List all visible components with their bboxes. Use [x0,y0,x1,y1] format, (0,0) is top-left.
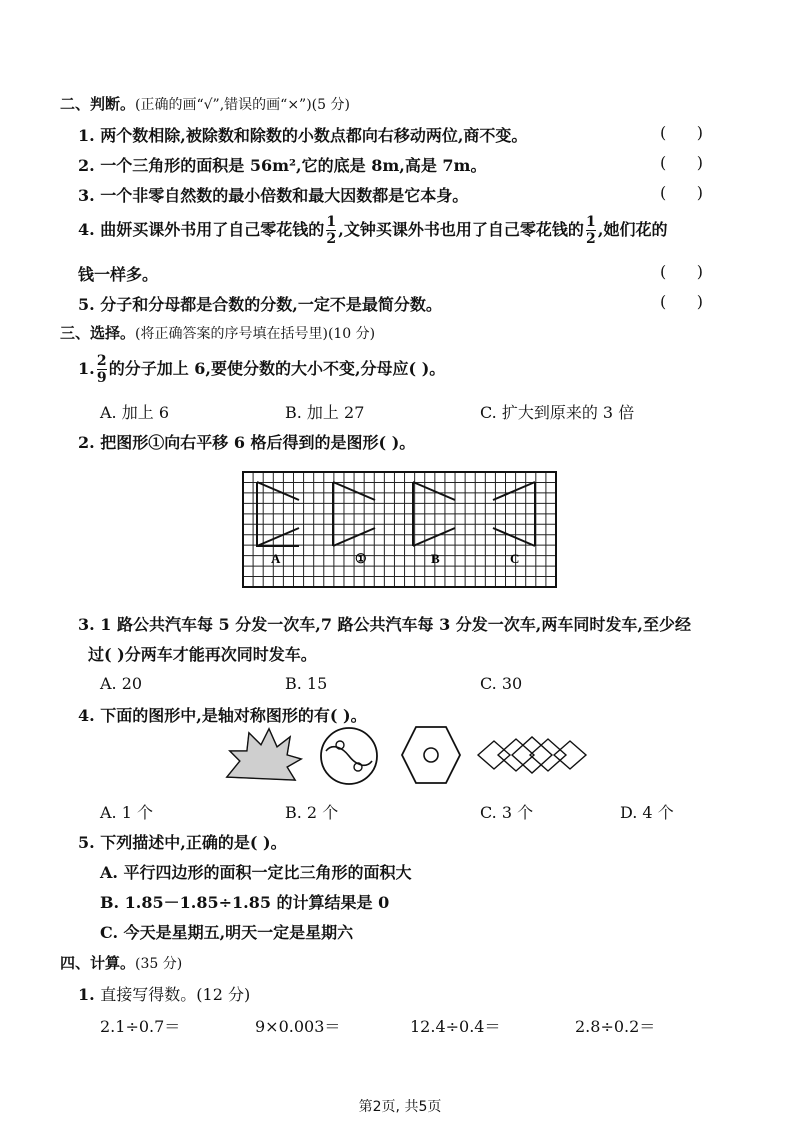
option-d[interactable]: D. 4 个 [620,803,674,822]
section-4-heading [60,952,182,973]
option-c[interactable]: C. 扩大到原来的 3 倍 [480,403,635,422]
item-number: 4. [78,706,95,725]
answer-blank-5[interactable]: ( ) [660,292,703,311]
item-number: 3. [78,186,95,205]
item-number: 1. [78,359,95,378]
item-text: 的分子加上 6,要使分数的大小不变,分母应( )。 [108,359,446,378]
section-3-heading [60,322,375,343]
calc-item-2: 9×0.003＝ [255,1017,341,1036]
option-a[interactable]: A. 1 个 [100,803,153,822]
calc-q1 [78,982,250,1005]
label-1: ① [355,551,367,566]
item-text-2: 过( )分两车才能再次同时发车。 [88,645,317,664]
judge-item-4 [78,215,667,246]
answer-blank-1[interactable]: ( ) [660,123,703,142]
item-text-a: 曲妍买课外书用了自己零花钱的 [100,220,325,239]
item-number: 1. [78,126,95,145]
judge-item-1 [78,123,527,146]
answer-blank-2[interactable]: ( ) [660,153,703,172]
item-text-b: ,文钟买课外书也用了自己零花钱的 [338,220,584,239]
option-a[interactable]: A. 加上 6 [100,403,169,422]
grid-lines [243,472,556,587]
label-a: A [271,551,281,566]
choice-q2 [78,430,415,453]
option-c[interactable]: C. 3 个 [480,803,534,822]
answer-blank-3[interactable]: ( ) [660,183,703,202]
option-a[interactable]: A. 平行四边形的面积一定比三角形的面积大 [100,863,412,882]
section-4-title: 四、计算。 [60,954,136,972]
item-number: 2. [78,433,95,452]
knot-pattern-figure [474,733,590,777]
judge-item-5 [78,292,442,315]
grid-border [243,472,556,587]
choice-q1 [78,354,445,385]
fraction [586,215,596,246]
choice-q4 [78,703,367,726]
item-text: 直接写得数。(12 分) [100,985,251,1004]
fraction [97,354,107,385]
calc-item-4: 2.8÷0.2＝ [575,1017,656,1036]
item-text: 把图形①向右平移 6 格后得到的是图形( )。 [100,433,416,452]
item-text-c: ,她们花的 [597,220,668,239]
option-b[interactable]: B. 15 [285,674,328,693]
item-number: 4. [78,220,95,239]
fraction-numerator: 2 [96,353,107,369]
star-burst-figure [225,725,305,785]
item-text: 一个三角形的面积是 56m²,它的底是 8m,高是 7m。 [100,156,487,175]
choice-q5 [78,830,287,853]
translation-grid-figure [240,470,560,590]
option-c[interactable]: C. 30 [480,674,523,693]
section-2-title: 二、判断。 [60,95,136,113]
section-4-note: (35 分) [135,956,183,972]
section-3-note: (将正确答案的序号填在括号里)(10 分) [135,326,376,342]
item-number: 5. [78,833,95,852]
section-3-title: 三、选择。 [60,324,136,342]
item-text: 下面的图形中,是轴对称图形的有( )。 [100,706,367,725]
option-b[interactable]: B. 加上 27 [285,403,365,422]
judge-item-2 [78,153,486,176]
page-footer: 第2页, 共5页 [358,1099,442,1115]
choice-q3-cont [88,642,317,665]
fraction-numerator: 1 [326,214,337,230]
option-b[interactable]: B. 2 个 [285,803,339,822]
fraction [326,215,336,246]
item-number: 1. [78,985,95,1004]
item-text: 一个非零自然数的最小倍数和最大因数都是它本身。 [100,186,469,205]
item-text: 下列描述中,正确的是( )。 [100,833,287,852]
item-text: 两个数相除,被除数和除数的小数点都向右移动两位,商不变。 [100,126,528,145]
choice-q3 [78,612,691,635]
judge-item-3 [78,183,468,206]
judge-item-4-cont [78,262,158,285]
fraction-denominator: 9 [96,370,107,386]
fraction-denominator: 2 [326,231,337,247]
calc-item-3: 12.4÷0.4＝ [410,1017,501,1036]
option-a[interactable]: A. 20 [100,674,143,693]
section-2-note: (正确的画“√”,错误的画“×”)(5 分) [135,97,350,113]
calc-item-1: 2.1÷0.7＝ [100,1017,181,1036]
answer-blank-4[interactable]: ( ) [660,262,703,281]
item-text-d: 钱一样多。 [78,265,159,284]
option-b[interactable]: B. 1.85－1.85÷1.85 的计算结果是 0 [100,893,390,912]
item-number: 5. [78,295,95,314]
fraction-denominator: 2 [586,231,596,247]
item-text-1: 1 路公共汽车每 5 分发一次车,7 路公共汽车每 3 分发一次车,两车同时发车,至少经 [100,615,691,634]
label-c: C [510,551,520,566]
item-text: 分子和分母都是合数的分数,一定不是最简分数。 [100,295,442,314]
item-number: 3. [78,615,95,634]
fraction-numerator: 1 [586,214,596,230]
label-b: B [431,551,440,566]
section-2-heading [60,93,350,114]
taiji-figure [318,725,380,787]
item-number: 2. [78,156,95,175]
option-c[interactable]: C. 今天是星期五,明天一定是星期六 [100,923,354,942]
hexagon-nut-figure [398,722,464,788]
